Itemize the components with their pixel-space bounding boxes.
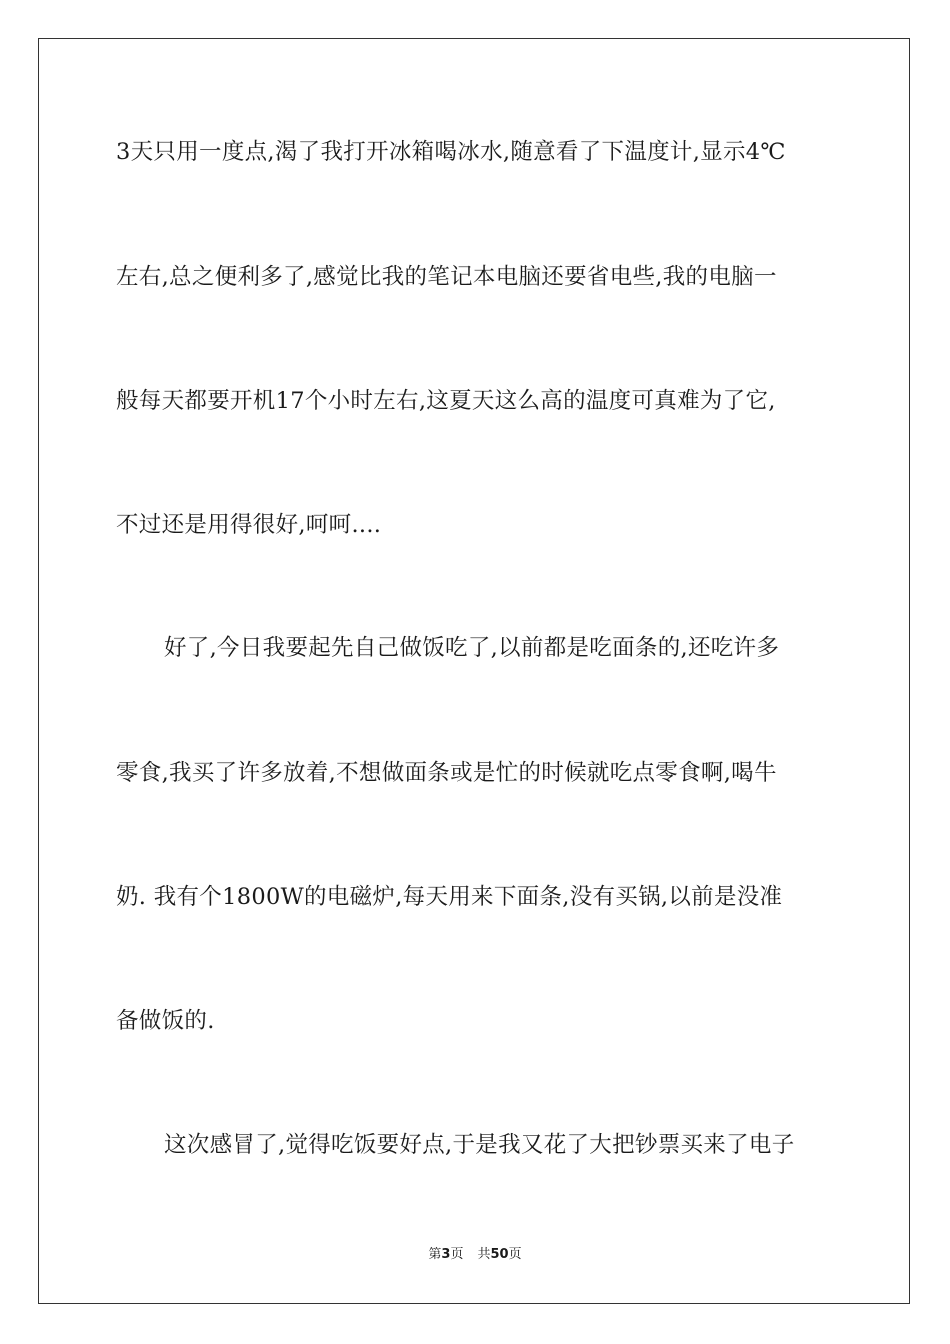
- footer-page-number: 3: [441, 1247, 451, 1262]
- footer-page-prefix: 第: [428, 1247, 442, 1262]
- footer-total-pages: 50: [490, 1247, 509, 1262]
- body-line-4: 不过还是用得很好,呵呵....: [116, 512, 382, 538]
- page-footer: [0, 1246, 950, 1264]
- page-border: [38, 38, 910, 1304]
- footer-total-prefix: 共: [477, 1247, 491, 1262]
- body-line-3: 般每天都要开机17个小时左右,这夏天这么高的温度可真难为了它,: [116, 388, 776, 414]
- body-line-7: 奶. 我有个1800W的电磁炉,每天用来下面条,没有买锅,以前是没准: [116, 884, 783, 910]
- body-line-9: 这次感冒了,觉得吃饭要好点,于是我又花了大把钞票买来了电子: [164, 1132, 795, 1158]
- body-line-8: 备做饭的.: [116, 1008, 215, 1034]
- body-line-5: 好了,今日我要起先自己做饭吃了,以前都是吃面条的,还吃许多: [164, 635, 780, 661]
- footer-page-suffix: 页: [450, 1247, 464, 1262]
- body-line-1: 3天只用一度点,渴了我打开冰箱喝冰水,随意看了下温度计,显示4℃: [116, 139, 786, 165]
- body-line-6: 零食,我买了许多放着,不想做面条或是忙的时候就吃点零食啊,喝牛: [116, 760, 777, 786]
- body-line-2: 左右,总之便利多了,感觉比我的笔记本电脑还要省电些,我的电脑一: [116, 264, 777, 290]
- footer-total-suffix: 页: [508, 1247, 522, 1262]
